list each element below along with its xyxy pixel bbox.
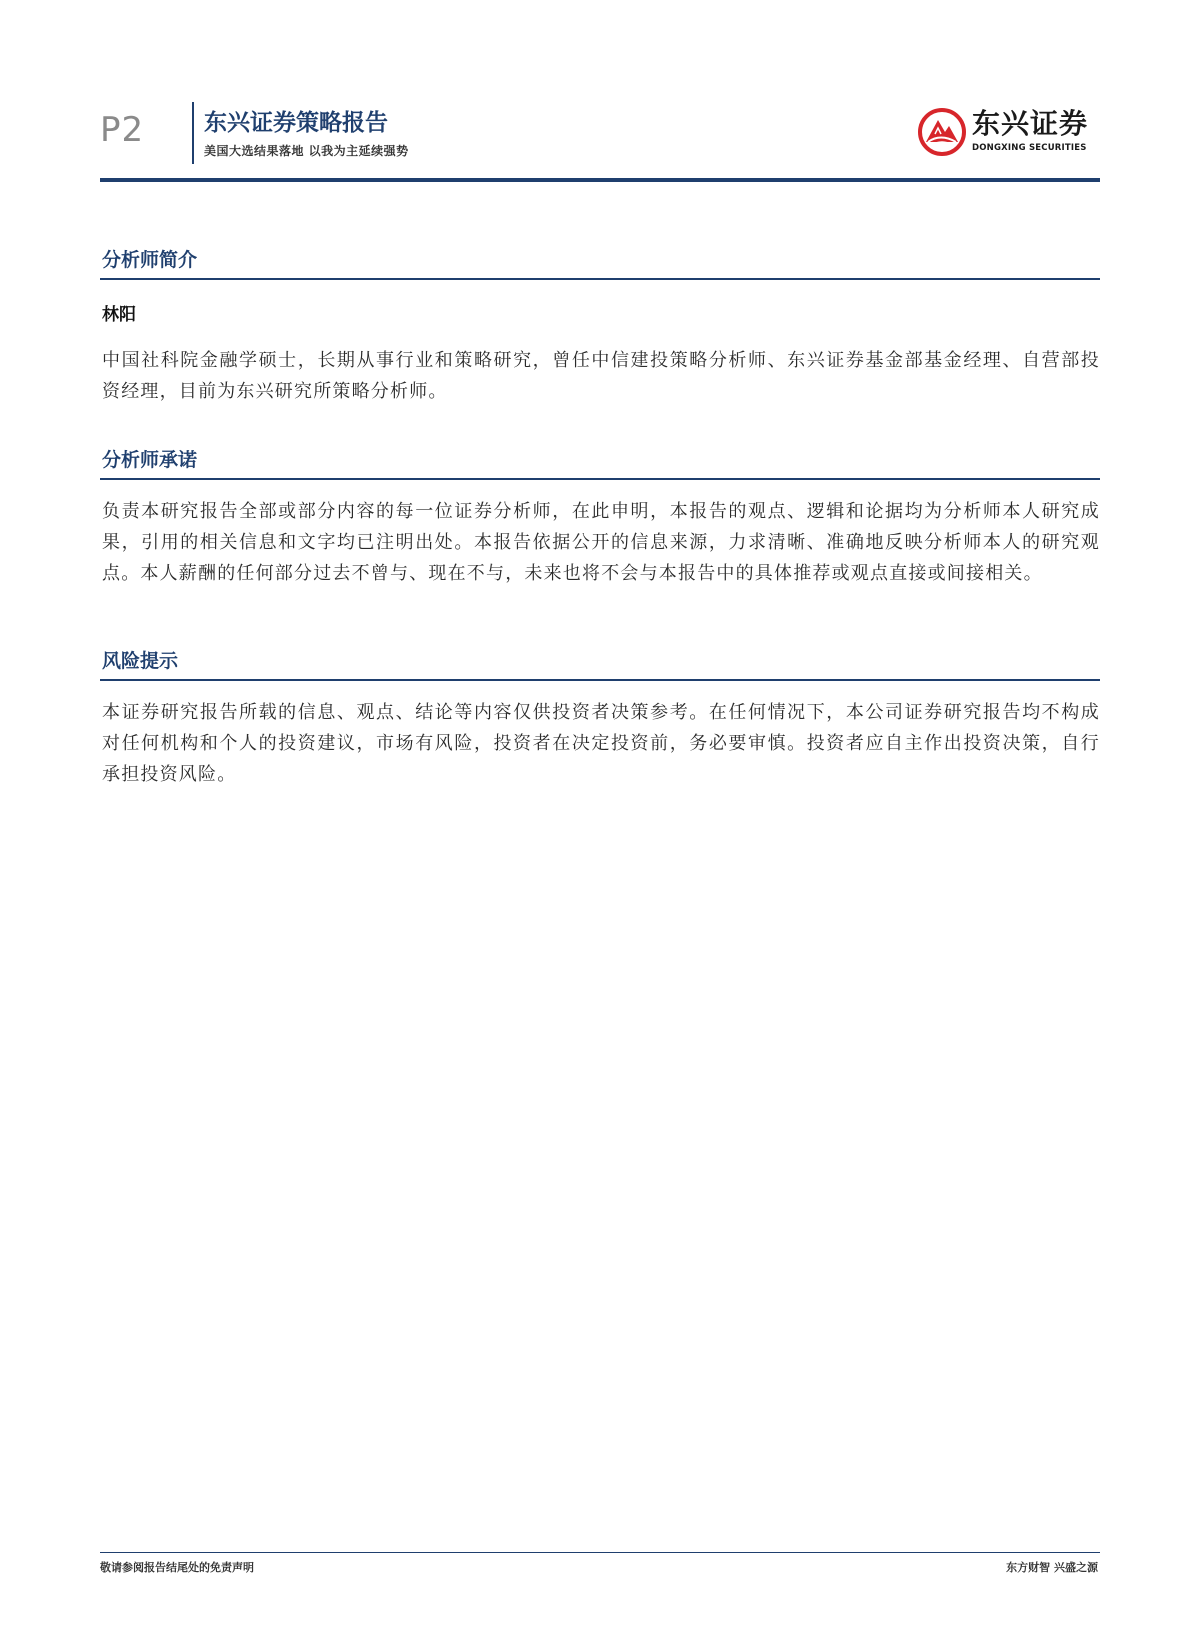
section-heading: 风险提示 bbox=[102, 650, 179, 672]
dongxing-logo-icon bbox=[918, 108, 966, 156]
logo-english-text: DONGXING SECURITIES bbox=[972, 143, 1087, 153]
section-rule bbox=[100, 478, 1100, 480]
analyst-commitment-section bbox=[100, 446, 1100, 589]
section-rule bbox=[100, 278, 1100, 280]
header-rule bbox=[100, 178, 1100, 182]
page-footer bbox=[100, 1552, 1100, 1574]
header-divider bbox=[192, 102, 194, 164]
analyst-bio: 中国社科院金融学硕士，长期从事行业和策略研究，曾任中信建投策略分析师、东兴证券基金部基金经理、自营部投资经理，目前为东兴研究所策略分析师。 bbox=[102, 350, 1100, 402]
risk-text: 本证券研究报告所载的信息、观点、结论等内容仅供投资者决策参考。在任何情况下，本公司证券研究报告均不构成对任何机构和个人的投资建议，市场有风险，投资者在决定投资前，务必要审慎。投资者应自主作出投资决策，自行承担投资风险。 bbox=[102, 702, 1100, 785]
logo-chinese-text: 东兴证券 bbox=[972, 107, 1089, 140]
page-number: P2 bbox=[100, 110, 145, 150]
analyst-name: 林阳 bbox=[102, 305, 136, 325]
company-slogan: 东方财智 兴盛之源 bbox=[1006, 1561, 1098, 1574]
commitment-text: 负责本研究报告全部或部分内容的每一位证券分析师，在此申明，本报告的观点、逻辑和论据均为分析师本人研究成果，引用的相关信息和文字均已注明出处。本报告依据公开的信息来源，力求清晰、准确地反映分析师本人的研究观点。本人薪酬的任何部分过去不曾与、现在不与，未来也将不会与本报告中的具体推荐或观点直接或间接相关。 bbox=[102, 501, 1100, 584]
company-logo bbox=[918, 108, 1100, 158]
footer-rule bbox=[100, 1552, 1100, 1553]
analyst-profile-section bbox=[100, 246, 1100, 407]
report-subtitle: 美国大选结果落地 以我为主延续强势 bbox=[204, 144, 409, 158]
section-heading: 分析师简介 bbox=[102, 249, 198, 271]
section-heading: 分析师承诺 bbox=[102, 449, 198, 471]
page-header bbox=[100, 100, 1100, 180]
risk-warning-section bbox=[100, 647, 1100, 790]
report-series-title: 东兴证券策略报告 bbox=[204, 110, 388, 136]
disclaimer-note: 敬请参阅报告结尾处的免责声明 bbox=[100, 1561, 254, 1574]
section-rule bbox=[100, 679, 1100, 681]
